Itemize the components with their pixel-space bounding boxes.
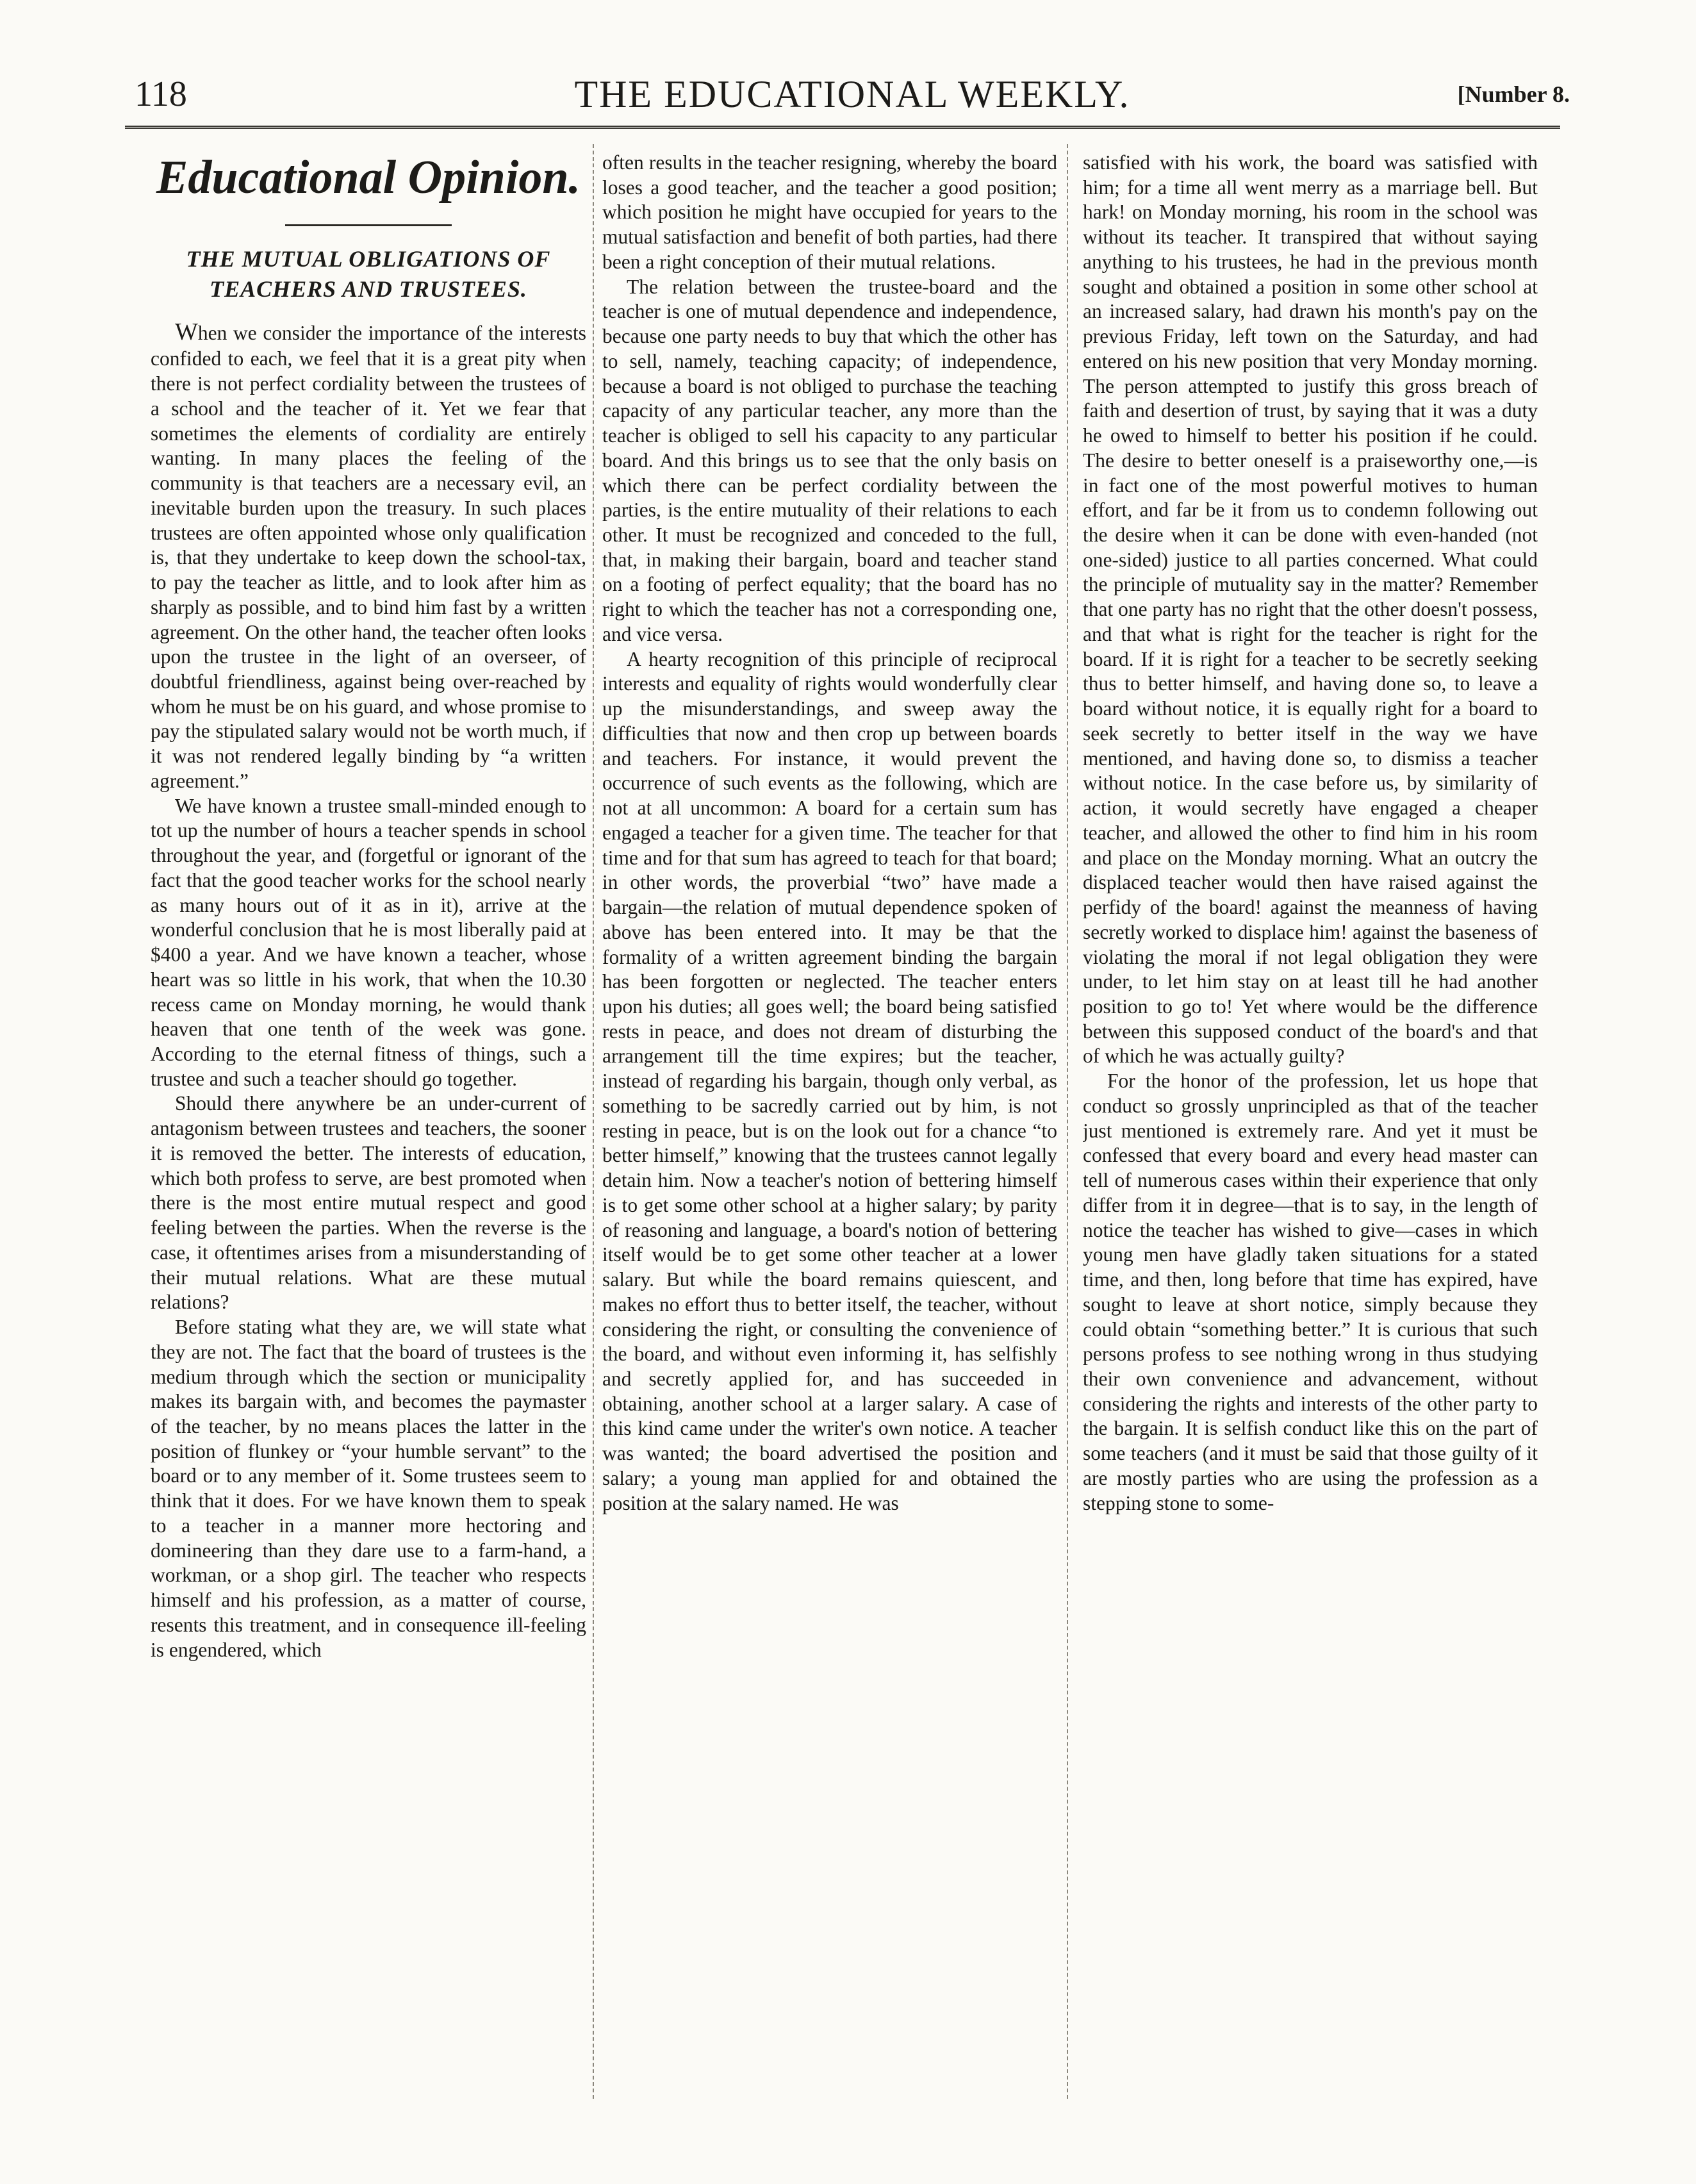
section-title: Educational Opinion. bbox=[156, 151, 581, 204]
text-column-1 bbox=[151, 151, 586, 2092]
column-divider bbox=[593, 144, 594, 2099]
paragraph-continued: often results in the teacher resigning, whereby the board loses a good teacher, and the teacher a good position; which position he might have occupied for years to the mutual satisfaction and benefit of both parties, had there been a right conception of their mutual relations. bbox=[602, 151, 1057, 273]
paragraph: The relation between the trustee-board and the teacher is one of mutual dependence and independence, because one party needs to buy that which the other has to sell, namely, teaching capacity; of independence, because a board is not obliged to purchase the teaching capacity of any particular teacher, any more than the teacher is obliged to sell his capacity to any particular board. And this brings us to see that the only basis on which there can be perfect cordiality between the parties, is the entire mutuality of their relations to each other. It must be recognized and conceded to the full, that, in making their bargain, board and teacher stand on a footing of perfect equality; that the board has no right to which the teacher has not a corresponding one, and vice versa. bbox=[602, 275, 1057, 645]
paragraph-continued: satisfied with his work, the board was satisfied with him; for a time all went merry as a marriage bell. But hark! on Monday morning, his room in the school was without its teacher. It transpired that without saying anything to his trustees, he had in the previous month sought and obtained a position in some other school at an increased salary, had drawn his month's pay on the previous Friday, left town on the Saturday, and had entered on his new position that very Monday morning. The person attempted to justify this gross breach of faith and desertion of trust, by saying that it was a duty he owed to himself to better his position if he could. The desire to better oneself is a praiseworthy one,—is in fact one of the most powerful motives to human effort, and far be it from us to condemn following out the desire when it can be done with even-handed (not one-sided) justice to all parties concerned. What could the principle of mutuality say in the matter? Remember that one party has no right that the other doesn't possess, and that what is right for the teacher is right for the board. If it is right for a teacher to be secretly seeking thus to better himself, and having done so, to leave a board without notice, it is equally right for a board to seek secretly to better itself in the way we have mentioned, and having done so, to dismiss a teacher without notice. In the case before us, by similarity of action, it would secretly have engaged a cheaper teacher, and allowed the other to find him in his room and place on the Monday morning. What an outcry the displaced teacher would then have raised against the perfidy of the board! against the meanness of having secretly worked to displace him! against the baseness of violating the moral if not legal obligation they were under, to let him stay on at least till he had another position to go to! Yet where would be the difference between this supposed conduct of the board's and that of which he was actually guilty? bbox=[1083, 151, 1538, 1068]
text-column-2 bbox=[602, 151, 1057, 2092]
header-rule bbox=[125, 126, 1560, 129]
page-number: 118 bbox=[135, 74, 187, 114]
paragraph: A hearty recognition of this principle of reciprocal interests and equality of rights would wonderfully clear up the misunderstandings, and sweep away the difficulties that now and then crop up between boards and teachers. For instance, it would prevent the occurrence of such events as the following, which are not at all uncommon: A board for a certain sum has engaged a teacher for a given time. The teacher for that time and for that sum has agreed to teach for that board; in other words, the proverbial “two” have made a bargain—the relation of mutual dependence spoken of above has been entered into. It may be that the formality of a written agreement binding the bargain has been forgotten or neglected. The teacher enters upon his duties; all goes well; the board being satisfied rests in peace, and does not dream of disturbing the arrangement till the time expires; but the teacher, instead of regarding his bargain, though only verbal, as something to be sacredly carried out by him, is not resting in peace, but is on the look out for a chance “to better himself,” knowing that the trustees cannot legally detain him. Now a teacher's notion of bettering himself is to get some other school at a higher salary; by parity of reasoning and language, a board's notion of bettering itself would be to get some other teacher at a lower salary. But while the board remains quiescent, and makes no effort thus to better itself, the teacher, without considering the right, or consulting the convenience of the board, and without even informing it, has selfishly and secretly applied for, and has succeeded in obtaining, another school at a larger salary. A case of this kind came under the writer's own notice. A teacher was wanted; the board advertised the position and salary; a young man applied for and obtained the position at the salary named. He was bbox=[602, 647, 1057, 1514]
page-header bbox=[135, 72, 1570, 117]
column-divider bbox=[1067, 144, 1068, 2099]
paragraph: For the honor of the profession, let us hope that conduct so grossly unprincipled as that of the teacher just mentioned is extremely rare. And yet it must be confessed that every board and every head master can tell of numerous cases within their experience that only differ from it in degree—that is to say, in the length of notice the teacher has wished to give—cases in which young men have gladly taken situations for a stated time, and then, long before that time has expired, have sought to leave at short notice, simply because they could obtain “something better.” It is curious that such persons profess to see nothing wrong in thus studying their own convenience and advancement, without considering the rights and interests of the other party to the bargain. It is selfish conduct like this on the part of some teachers (and it must be said that those guilty of it are mostly parties who are using the profession as a stepping stone to some- bbox=[1083, 1070, 1538, 1514]
paragraph: Should there anywhere be an under-current of antagonism between trustees and teachers, the sooner it is removed the better. The interests of education, which both profess to serve, are best promoted when there is the most entire mutual respect and good feeling between the parties. When the reverse is the case, it oftentimes arises from a misunderstanding of their mutual relations. What are these mutual relations? bbox=[151, 1092, 586, 1314]
paragraph: We have known a trustee small-minded enough to tot up the number of hours a teacher spends in school throughout the year, and (forgetful or ignorant of the fact that the good teacher works for the school nearly as many hours out of it as in it), arrive at the wonderful conclusion that he is most liberally paid at $400 a year. And we have known a teacher, whose heart was so little in his work, that when the 10.30 recess came on Monday morning, he would thank heaven that one tenth of the week was gone. According to the eternal fitness of things, such a trustee and such a teacher should go together. bbox=[151, 794, 586, 1090]
journal-title: THE EDUCATIONAL WEEKLY. bbox=[574, 73, 1130, 115]
issue-number: [Number 8. bbox=[1457, 81, 1570, 107]
paragraph: When we consider the importance of the interests confided to each, we feel that it is a great pity when there is not perfect cordiality between the trustees of a school and the teacher of it. Yet we fear that sometimes the elements of cordiality are entirely wanting. In many places the feeling of the community is that teachers are a necessary evil, an inevitable burden upon the treasury. In such places trustees are often appointed whose only qualification is, that they undertake to keep down the school-tax, to pay the teacher as little, and to look after him as sharply as possible, and to bind him fast by a written agreement. On the other hand, the teacher often looks upon the trustee in the light of an overseer, of doubtful friendliness, against being over-reached by whom he must be on his guard, and whose promise to pay the stipulated salary would not be worth much, if it was not rendered legally binding by “a written agreement.” bbox=[151, 318, 586, 792]
paragraph: Before stating what they are, we will state what they are not. The fact that the board of trustees is the medium through which the section or municipality makes its bargain with, and becomes the paymaster of the teacher, by no means places the latter in the position of flunkey or “your humble servant” to the board or to any member of it. Some trustees seem to think that it does. For we have known them to speak to a teacher in a manner more hectoring and domineering than they dare use to a farm-hand, a workman, or a shop girl. The teacher who respects himself and his profession, as a matter of course, resents this treatment, and in consequence ill-feeling is engendered, which bbox=[151, 1316, 586, 1661]
text-column-3 bbox=[1083, 151, 1538, 2092]
title-rule bbox=[285, 224, 452, 226]
article-title: THE MUTUAL OBLIGATIONS OF TEACHERS AND TRUSTEES. bbox=[186, 246, 551, 302]
